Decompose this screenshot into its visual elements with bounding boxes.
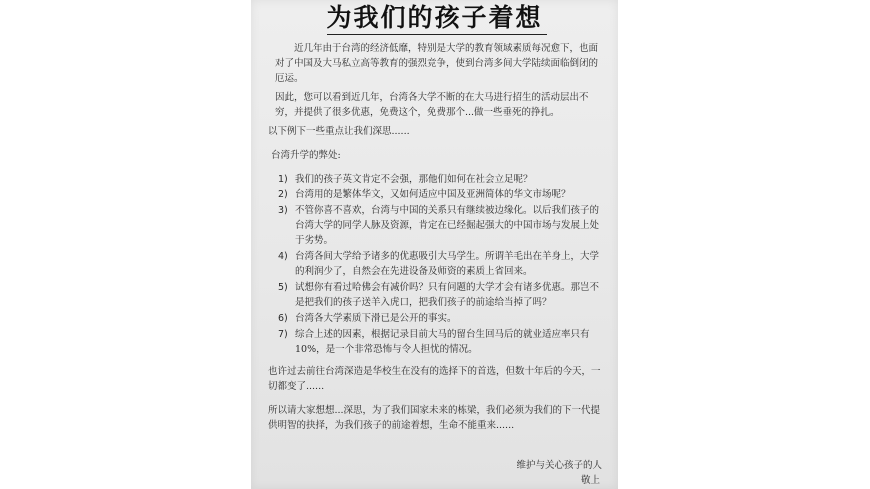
document-title: 为我们的孩子着想 [326, 3, 543, 32]
list-item [278, 311, 600, 326]
list-item-number: 3) [278, 205, 288, 216]
signature-closing: 敬上 [580, 475, 600, 486]
list-item-text: 我们的孩子英文肯定不会强，那他们如何在社会立足呢？ [295, 174, 533, 185]
list-item-text: 台湾各间大学给予诸多的优惠吸引大马学生。所谓羊毛出在羊身上，大学的利润少了，自然会在先进设备及师资的素质上省回来。 [295, 251, 600, 277]
paragraph-points-intro: 以下例下一些重点让我们深思...... [268, 126, 410, 137]
signature-line: 维护与关心孩子的人 [516, 460, 602, 471]
list-item [278, 203, 600, 248]
list-item-text: 台湾各大学素质下滑已是公开的事实。 [295, 313, 457, 324]
title-underline [327, 34, 547, 35]
list-item-text: 试想你有看过哈佛会有减价吗？只有问题的大学才会有诸多优惠。那岂不是把我们的孩子送羊入虎口，把我们孩子的前途给当掉了吗？ [295, 282, 600, 308]
paragraph-past-choice: 也许过去前往台湾深造是华校生在没有的选择下的首选，但数十年后的今天，一切都变了...... [268, 366, 601, 392]
list-item-number: 7) [278, 329, 288, 340]
list-item-text: 不管你喜不喜欢，台湾与中国的关系只有继续被边缘化。以后我们孩子的台湾大学的同学人脉及资源，肯定在已经掘起强大的中国市场与发展上处于劣势。 [295, 205, 600, 246]
list-item-number: 1) [278, 174, 288, 185]
list-item-number: 4) [278, 251, 288, 262]
list-item-number: 5) [278, 282, 288, 293]
document-page [251, 0, 618, 489]
list-item [278, 327, 600, 357]
list-item-number: 2) [278, 189, 288, 200]
list-item [278, 280, 600, 310]
list-item [278, 249, 600, 279]
list-item-number: 6) [278, 313, 288, 324]
list-item-text: 台湾用的是繁体华文，又如何适应中国及亚洲简体的华文市场呢？ [295, 189, 571, 200]
paragraph-disadvantages-heading: 台湾升学的弊处: [271, 150, 341, 161]
list-item [278, 187, 600, 202]
paragraph-conclusion: 所以请大家想想...深思，为了我们国家未来的栋梁，我们必须为我们的下一代提供明智的抉择，为我们孩子的前途着想，生命不能重来...... [268, 405, 601, 431]
list-item-text: 综合上述的因素，根据记录目前大马的留台生回马后的就业适应率只有 10%，是一个非常恐怖与令人担忧的情况。 [295, 329, 590, 355]
paragraph-recruitment: 因此，您可以看到近几年，台湾各大学不断的在大马进行招生的活动层出不穷，并提供了很多优惠，免费这个，免费那个...做一些垂死的挣扎。 [275, 92, 589, 118]
list-item [278, 172, 600, 187]
paragraph-intro: 近几年由于台湾的经济低靡，特别是大学的教育领域素质每况愈下，也面对了中国及大马私立高等教育的强烈竞争，使到台湾多间大学陆续面临倒闭的厄运。 [275, 43, 599, 84]
